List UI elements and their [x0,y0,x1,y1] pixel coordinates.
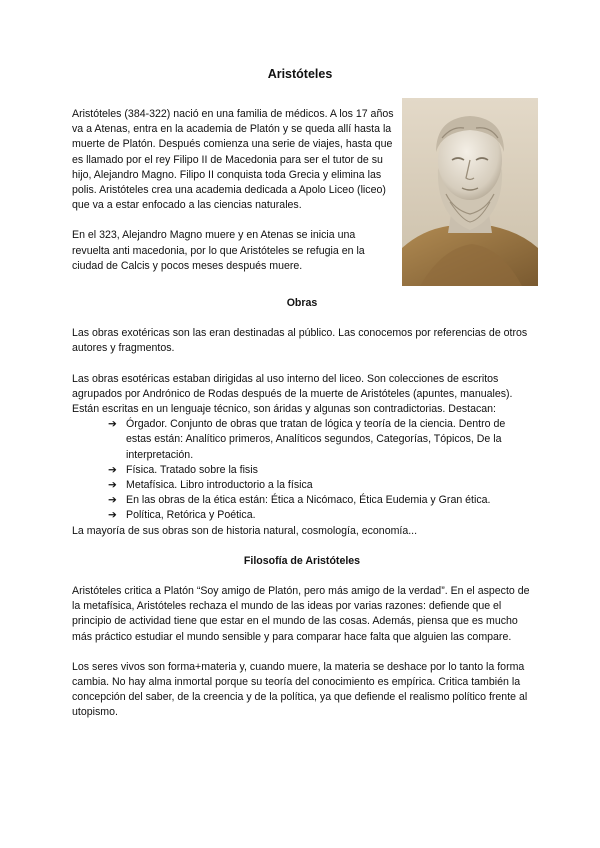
obras-paragraph-1: Las obras exotéricas son las eran destinadas al público. Las conocemos por referencias de otros autores y fragmentos. [72,327,528,355]
list-item: ➔ Política, Retórica y Poética. [108,508,532,523]
arrow-right-icon: ➔ [108,509,117,522]
intro-paragraph-1: Aristóteles (384-322) nació en una familia de médicos. A los 17 años va a Atenas, entra en la academia de Platón y se queda allí hasta la muerte de Platón. Después comienza una serie de viajes, hasta que es llamado por el rey Filipo II de Macedonia para ser el tutor de su hijo, Alejandro Magno. Filipo II conquista toda Grecia y elimina las polis. Aristóteles crea una academia dedicada a Apolo Liceo (liceo) que va a estar enfocado a las ciencias naturales. [72,108,394,212]
filosofia-heading: Filosofía de Aristóteles [243,554,361,567]
arrow-right-icon: ➔ [108,494,117,507]
filosofia-paragraph-1: Aristóteles critica a Platón “Soy amigo de Platón, pero más amigo de la verdad”. En el aspecto de la metafísica, Aristóteles rechaza el mundo de las ideas por varias razones: defiende que el principio de actividad tiene que estar en el mundo de las cosas. Además, piensa que es mucho más práctico estudiar el mundo sensible y para comparar hace falta que alguien las compare. [72,585,530,643]
obras-list [72,417,532,523]
arrow-right-icon: ➔ [108,463,117,476]
list-item: ➔ Física. Tratado sobre la fisis [108,463,532,478]
filosofia-paragraph-2: Los seres vivos son forma+materia y, cuando muere, la materia se deshace por lo tanto la forma cambia. No hay alma inmortal porque su teoría del conocimiento es empírica. Critica también la concepción del saber, de la creencia y de la política, ya que defiende el realismo político frente al utopismo. [72,660,528,719]
arrow-right-icon: ➔ [108,479,117,492]
aristotle-bust-image [402,98,538,286]
page-title: Aristóteles [267,67,333,81]
list-item: ➔ Órgador. Conjunto de obras que tratan de lógica y teoría de la ciencia. Dentro de estas están: Analítico primeros, Analíticos segundos, Categorías, Tópicos, De la interpretación. [108,418,506,461]
obras-heading: Obras [286,297,318,309]
list-item: ➔ Metafísica. Libro introductorio a la física [108,478,532,493]
obras-paragraph-2: Las obras esotéricas estaban dirigidas al uso interno del liceo. Son colecciones de escritos agrupados por Andrónico de Rodas después de la muerte de Aristóteles (apuntes, manuales). Están escritas en un lenguaje técnico, son áridas y algunas son contradictorias. Destacan: [72,372,513,416]
obras-closing: La mayoría de sus obras son de historia natural, cosmología, economía... [72,524,418,537]
arrow-right-icon: ➔ [108,418,117,431]
list-item: ➔ En las obras de la ética están: Ética a Nicómaco, Ética Eudemia y Gran ética. [108,493,532,508]
intro-section [72,107,394,289]
intro-paragraph-2: En el 323, Alejandro Magno muere y en Atenas se inicia una revuelta anti macedonia, por lo que Aristóteles se refugia en la ciudad de Calcis y pocos meses después muere. [72,229,365,272]
body-section [72,296,532,721]
